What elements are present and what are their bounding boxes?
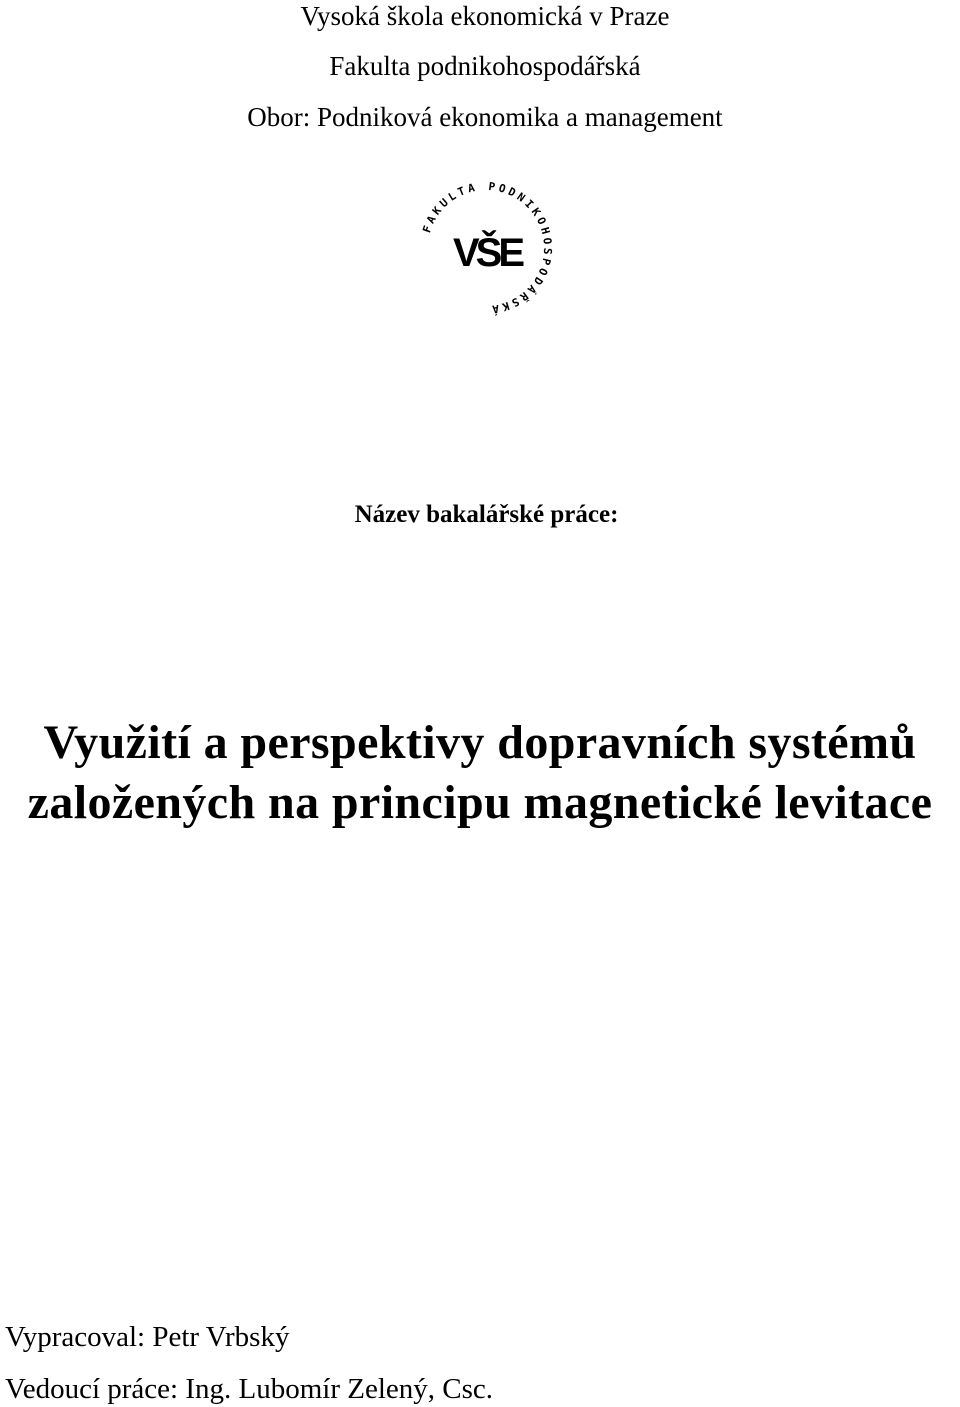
thesis-title	[0, 713, 960, 833]
thesis-label: Název bakalářské práce:	[354, 501, 619, 528]
faculty-name: Fakulta podnikohospodářská	[329, 51, 641, 81]
author-line: Vypracoval: Petr Vrbský	[5, 1321, 290, 1353]
university-name: Vysoká škola ekonomická v Praze	[300, 1, 670, 31]
thesis-title-line-1: Využití a perspektivy dopravních systémů	[43, 716, 917, 769]
supervisor-line: Vedoucí práce: Ing. Lubomír Zelený, Csc.	[5, 1373, 494, 1405]
logo-ring-textpath: FAKULTA PODNIKOHOSPODÁŘSKÁ	[420, 179, 555, 317]
logo-letters: VŠE	[452, 231, 522, 275]
study-program: Obor: Podniková ekonomika a management	[247, 102, 723, 132]
thesis-title-line-2: založených na principu magnetické levitace	[27, 776, 933, 829]
vse-logo	[416, 178, 556, 318]
